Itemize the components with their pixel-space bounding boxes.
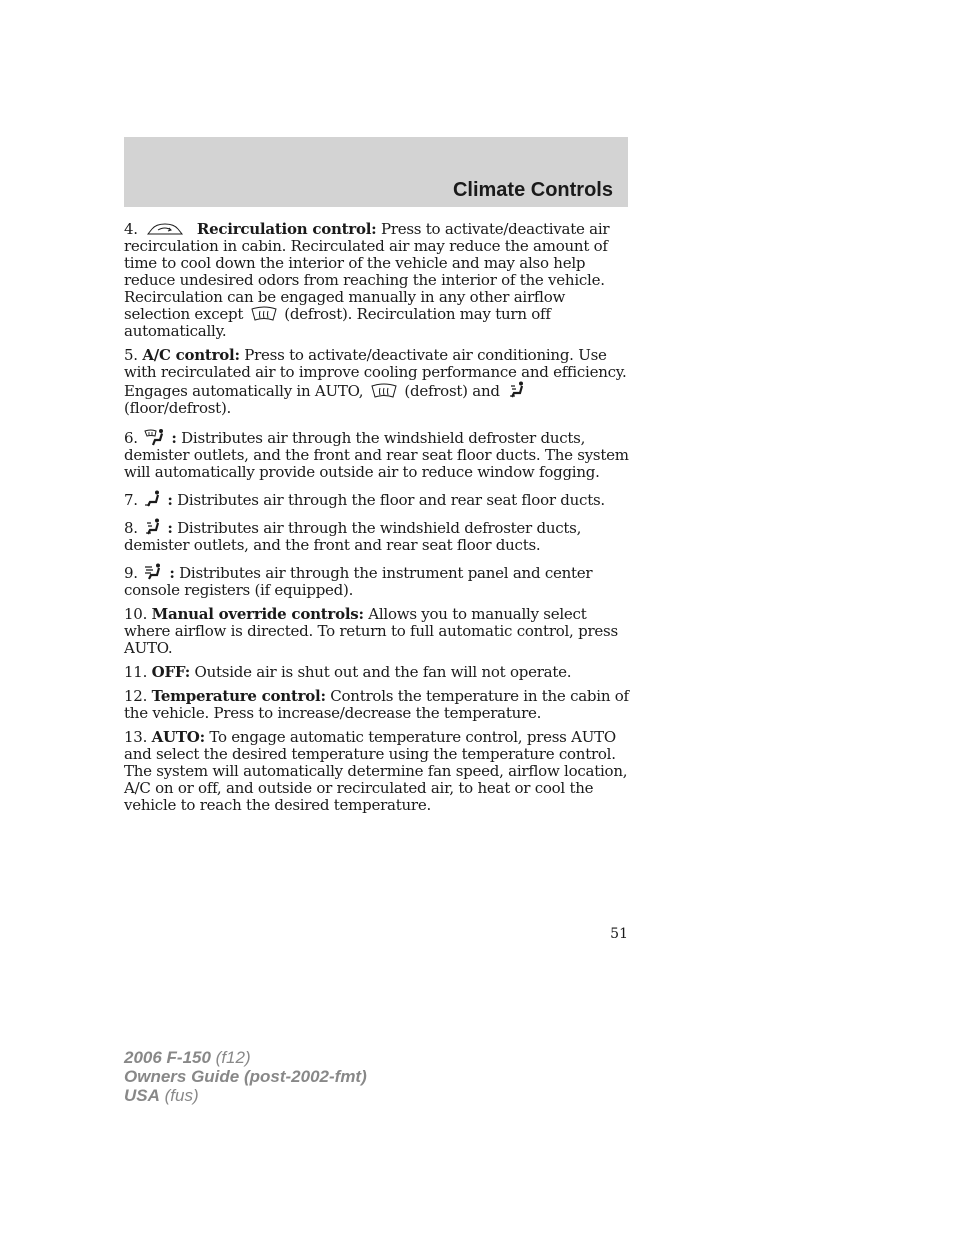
item-floor-defrost [124,518,630,554]
footer-model: 2006 F-150 [124,1048,211,1067]
item-number: 10. [124,605,148,623]
item-ac-control [124,347,630,417]
item-number: 13. [124,728,148,746]
item-number: 6. [124,429,138,447]
item-text: Press to activate/deactivate air recirculation in cabin. Recirculated air may reduce the amount of time to cool down the interior of the vehicle and may also help reduce undesired odors from reaching the interior of the vehicle. Recirculation can be engaged manually in any other airflow selection except [124,220,610,323]
footer-market-code: (fus) [159,1086,199,1105]
item-recirculation-control [124,221,630,340]
item-text: Controls the temperature in the cabin of the vehicle. Press to increase/decrease the temperature. [124,687,629,722]
footer-line-1 [124,1048,367,1067]
item-label: Temperature control: [151,687,326,705]
recirculation-icon [146,221,184,237]
item-text: Distributes air through the floor and rear seat floor ducts. [172,491,605,509]
item-text: (defrost) and [399,382,505,400]
floor-defrost-icon [144,518,162,536]
section-title: Climate Controls [452,179,613,201]
header-band [124,137,628,207]
item-text: Distributes air through the windshield defroster ducts, demister outlets, and the front and rear seat floor ducts. [124,519,582,554]
item-number: 8. [124,519,138,537]
item-label: Manual override controls: [151,605,364,623]
item-number: 12. [124,687,148,705]
item-colon: : [164,564,175,582]
item-text: Distributes air through the instrument panel and center console registers (if equipped). [124,564,593,599]
item-text: To engage automatic temperature control, press AUTO and select the desired temperature using the temperature control. The system will automatically determine fan speed, airflow location, A/C on or off, and outside or recirculated air, to heat or cool the vehicle to reach the desired temperature. [124,728,628,814]
item-manual-override [124,606,630,657]
item-label: AUTO: [151,728,205,746]
panel-icon [144,563,164,581]
body-text [124,221,630,821]
item-label: A/C control: [142,346,240,364]
item-text: (floor/defrost). [124,399,232,417]
item-text: Allows you to manually select where airflow is directed. To return to full automatic control, press AUTO. [124,605,618,657]
item-colon: : [162,519,173,537]
item-colon: : [166,429,177,447]
item-temperature-control [124,688,630,722]
item-off [124,664,630,681]
item-label: OFF: [151,663,191,681]
footer [124,1048,367,1105]
item-auto [124,729,630,814]
item-label: Recirculation control: [196,220,377,238]
footer-market: USA [124,1086,160,1105]
footer-line-3 [124,1086,367,1105]
page-number: 51 [610,926,628,942]
item-text: Distributes air through the windshield defroster ducts, demister outlets, and the front and rear seat floor ducts. The system will automatically provide outside air to reduce window fogging. [124,429,629,481]
item-number: 11. [124,663,148,681]
item-colon: : [162,491,173,509]
item-panel [124,563,630,599]
item-number: 7. [124,491,138,509]
footer-line-2 [124,1067,367,1086]
defrost-icon [251,306,277,322]
floor-defrost-icon [508,381,526,399]
item-floor [124,490,630,509]
footer-code: (f12) [210,1048,251,1067]
item-defrost-floor [124,428,630,481]
item-number: 9. [124,564,138,582]
item-text: (defrost). Recirculation may turn off automatically. [124,305,551,340]
item-text: Outside air is shut out and the fan will not operate. [190,663,572,681]
item-text: Press to activate/deactivate air conditioning. Use with recirculated air to improve cooling performance and efficiency. Engages automatically in AUTO, [124,346,627,400]
item-number: 5. [124,346,138,364]
defrost-floor-icon [144,428,166,446]
defrost-icon [371,383,397,399]
floor-icon [144,490,162,508]
footer-guide: Owners Guide (post-2002-fmt) [124,1067,367,1086]
item-number: 4. [124,220,138,238]
